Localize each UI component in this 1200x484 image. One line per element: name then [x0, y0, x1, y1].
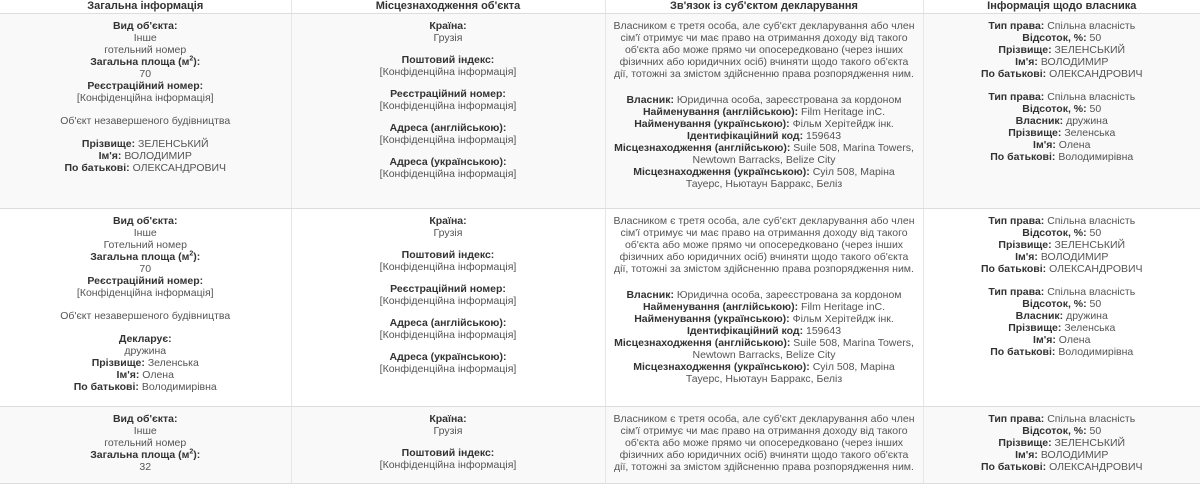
total-area-label: Загальна площа $(м^2)$: — [90, 55, 201, 68]
name-uk-label: Найменування (українською): — [634, 118, 790, 130]
right-type-value: Спільна власність — [1047, 286, 1136, 298]
postal-index-value: [Конфіденційна інформація] — [379, 66, 517, 78]
percent-label: Відсоток, %: — [1022, 298, 1087, 310]
owner-value: дружина — [1066, 310, 1108, 322]
object-desc-value: готельний номер — [104, 44, 187, 56]
postal-index-value: [Конфіденційна інформація] — [379, 261, 517, 273]
surname-value: Зеленська — [1064, 127, 1116, 139]
patronymic-value: ОЛЕКСАНДРОВИЧ — [1049, 461, 1143, 473]
total-area-value: 70 — [139, 263, 152, 275]
first-name-value: ВОЛОДИМИР — [1040, 251, 1109, 263]
patronymic-label: По батькові: — [64, 162, 130, 174]
location-en-value: Suile 508, Marina Towers, Newtown Barracks, Belize City — [692, 142, 914, 166]
patronymic-value: Володимирівна — [1058, 151, 1134, 163]
declares-label: Декларує: — [118, 333, 172, 345]
reg-number-value: [Конфіденційна інформація] — [379, 295, 517, 307]
name-en-value: Film Heritage inC. — [801, 106, 886, 118]
declares-value: дружина — [124, 345, 167, 357]
patronymic-label: По батькові: — [990, 346, 1056, 358]
country-label: Країна: — [429, 413, 467, 425]
address-uk-label: Адреса (українською): — [389, 351, 507, 363]
header-owner-info: Інформація щодо власника — [923, 0, 1200, 14]
total-area-value: 70 — [139, 68, 152, 80]
patronymic-value: ОЛЕКСАНДРОВИЧ — [132, 162, 227, 174]
right-type-value: Спільна власність — [1047, 20, 1136, 32]
owner-info-cell — [923, 14, 1200, 209]
country-value: Грузія — [433, 32, 463, 44]
id-code-value: 159643 — [806, 325, 842, 337]
general-info-cell — [0, 209, 291, 407]
first-name-label: Ім'я: — [1033, 334, 1056, 346]
owner-entry — [932, 20, 1193, 80]
id-code-label: Ідентифікаційний код: — [686, 130, 804, 142]
relation-description: Власником є третя особа, але суб'єкт декларування або член сім'ї отримує чи має право на отримання доходу від такого об'єкта або може прямо чи опосередковано (через інших фізичних або юридичних осіб) вчиняти щодо такого об'єкта дії, тотожні за змістом здійсненню права розпорядження ним. — [613, 215, 915, 275]
address-en-value: [Конфіденційна інформація] — [379, 134, 517, 146]
country-label: Країна: — [429, 215, 467, 227]
surname-label: Прізвище: — [81, 138, 136, 150]
owner-label: Власник: — [626, 289, 674, 301]
object-type-label: Вид об'єкта: — [112, 20, 178, 32]
reg-number-label: Реєстраційний номер: — [390, 88, 506, 100]
owner-label: Власник: — [626, 94, 674, 106]
percent-value: 50 — [1089, 103, 1102, 115]
right-type-value: Спільна власність — [1047, 413, 1136, 425]
postal-index-label: Поштовий індекс: — [401, 447, 495, 459]
postal-index-value: [Конфіденційна інформація] — [379, 459, 517, 471]
table-header-row — [0, 0, 1200, 14]
owner-label: Власник: — [1015, 115, 1064, 127]
owner-value: Юридична особа, зареєстрована за кордоном — [676, 94, 902, 106]
right-type-value: Спільна власність — [1047, 215, 1136, 227]
first-name-value: ВОЛОДИМИР — [124, 150, 192, 162]
percent-value: 50 — [1089, 227, 1102, 239]
surname-value: Зеленська — [1064, 322, 1116, 334]
relation-cell — [605, 407, 923, 484]
first-name-label: Ім'я: — [1015, 56, 1038, 68]
surname-label: Прізвище: — [91, 357, 145, 369]
surname-label: Прізвище: — [998, 437, 1052, 449]
first-name-label: Ім'я: — [1033, 139, 1056, 151]
right-type-label: Тип права: — [988, 20, 1045, 32]
surname-value: ЗЕЛЕНСЬКИЙ — [1054, 44, 1126, 56]
object-type-value: Інше — [133, 227, 157, 239]
reg-number-label: Реєстраційний номер: — [390, 283, 506, 295]
reg-number-value: [Конфіденційна інформація] — [76, 287, 214, 299]
object-type-value: Інше — [133, 32, 157, 44]
first-name-label: Ім'я: — [98, 150, 122, 162]
object-desc-value: Готельний номер — [103, 239, 187, 251]
patronymic-label: По батькові: — [980, 461, 1047, 473]
owner-entry — [932, 215, 1193, 275]
object-desc-value: готельний номер — [104, 437, 187, 449]
right-type-label: Тип права: — [988, 215, 1045, 227]
object-type-label: Вид об'єкта: — [112, 413, 178, 425]
location-uk-value: Суіл 508, Маріна Тауерс, Ньютаун Барракс, Беліз — [685, 361, 895, 385]
first-name-value: Олена — [142, 369, 174, 381]
patronymic-label: По батькові: — [980, 68, 1047, 80]
patronymic-label: По батькові: — [73, 381, 139, 393]
owner-label: Власник: — [1015, 310, 1064, 322]
percent-label: Відсоток, %: — [1022, 103, 1087, 115]
location-cell — [291, 407, 605, 484]
patronymic-value: Володимирівна — [1058, 346, 1134, 358]
surname-value: Зеленська — [147, 357, 199, 369]
object-type-value: Інше — [133, 425, 157, 437]
id-code-label: Ідентифікаційний код: — [686, 325, 804, 337]
owner-info-cell — [923, 209, 1200, 407]
reg-number-value: [Конфіденційна інформація] — [379, 100, 517, 112]
id-code-value: 159643 — [806, 130, 842, 142]
location-uk-label: Місцезнаходження (українською): — [633, 361, 810, 373]
total-area-label: Загальна площа $(м^2)$: — [90, 448, 201, 461]
postal-index-label: Поштовий індекс: — [401, 54, 495, 66]
address-uk-label: Адреса (українською): — [389, 156, 507, 168]
owner-entry — [932, 91, 1193, 163]
object-type-label: Вид об'єкта: — [112, 215, 178, 227]
patronymic-label: По батькові: — [980, 263, 1047, 275]
surname-label: Прізвище: — [1008, 322, 1062, 334]
general-info-cell — [0, 14, 291, 209]
postal-index-label: Поштовий індекс: — [401, 249, 495, 261]
location-uk-value: Суіл 508, Маріна Тауерс, Ньютаун Барракс, Беліз — [685, 166, 895, 190]
construction-note: Об'єкт незавершеного будівництва — [60, 115, 231, 127]
surname-value: ЗЕЛЕНСЬКИЙ — [138, 138, 209, 150]
address-en-value: [Конфіденційна інформація] — [379, 329, 517, 341]
header-relation-to-declarant: Зв'язок із суб'єктом декларування — [605, 0, 923, 14]
relation-cell — [605, 209, 923, 407]
header-general-info: Загальна інформація — [0, 0, 291, 14]
relation-cell — [605, 14, 923, 209]
surname-label: Прізвище: — [998, 239, 1052, 251]
relation-description: Власником є третя особа, але суб'єкт декларування або член сім'ї отримує чи має право на отримання доходу від такого об'єкта або може прямо чи опосередковано (через інших фізичних або юридичних осіб) вчиняти щодо такого об'єкта дії, тотожні за змістом здійсненню права розпорядження ним. — [613, 20, 915, 80]
name-en-label: Найменування (англійською): — [642, 301, 799, 313]
country-value: Грузія — [433, 227, 463, 239]
first-name-value: Олена — [1058, 139, 1091, 151]
first-name-value: Олена — [1058, 334, 1091, 346]
name-en-label: Найменування (англійською): — [642, 106, 799, 118]
address-en-label: Адреса (англійською): — [389, 122, 507, 134]
percent-value: 50 — [1089, 32, 1102, 44]
first-name-value: ВОЛОДИМИР — [1040, 56, 1109, 68]
first-name-value: ВОЛОДИМИР — [1040, 449, 1109, 461]
name-uk-value: Фільм Херітейдж інк. — [792, 313, 894, 325]
surname-value: ЗЕЛЕНСЬКИЙ — [1054, 437, 1126, 449]
percent-value: 50 — [1089, 425, 1102, 437]
address-uk-value: [Конфіденційна інформація] — [379, 168, 517, 180]
reg-number-label: Реєстраційний номер: — [87, 275, 204, 287]
percent-label: Відсоток, %: — [1022, 425, 1087, 437]
reg-number-value: [Конфіденційна інформація] — [76, 92, 214, 104]
surname-value: ЗЕЛЕНСЬКИЙ — [1054, 239, 1126, 251]
first-name-label: Ім'я: — [1015, 251, 1038, 263]
owner-info-cell — [923, 407, 1200, 484]
surname-label: Прізвище: — [998, 44, 1052, 56]
table-row — [0, 14, 1200, 209]
country-label: Країна: — [429, 20, 467, 32]
owner-entry — [932, 286, 1193, 358]
location-uk-label: Місцезнаходження (українською): — [633, 166, 810, 178]
construction-note: Об'єкт незавершеного будівництва — [60, 310, 231, 322]
name-uk-value: Фільм Херітейдж інк. — [792, 118, 894, 130]
patronymic-value: Володимирівна — [141, 381, 217, 393]
general-info-cell — [0, 407, 291, 484]
location-cell — [291, 14, 605, 209]
patronymic-value: ОЛЕКСАНДРОВИЧ — [1049, 263, 1143, 275]
first-name-label: Ім'я: — [1015, 449, 1038, 461]
owner-value: Юридична особа, зареєстрована за кордоном — [676, 289, 902, 301]
address-en-label: Адреса (англійською): — [389, 317, 507, 329]
percent-label: Відсоток, %: — [1022, 32, 1087, 44]
name-en-value: Film Heritage inC. — [801, 301, 886, 313]
reg-number-label: Реєстраційний номер: — [87, 80, 204, 92]
right-type-label: Тип права: — [988, 91, 1045, 103]
percent-value: 50 — [1089, 298, 1102, 310]
header-object-location: Місцезнаходження об'єкта — [291, 0, 605, 14]
total-area-label: Загальна площа $(м^2)$: — [90, 250, 201, 263]
percent-label: Відсоток, %: — [1022, 227, 1087, 239]
right-type-label: Тип права: — [988, 413, 1045, 425]
total-area-value: 32 — [139, 461, 152, 473]
first-name-label: Ім'я: — [116, 369, 140, 381]
location-cell — [291, 209, 605, 407]
name-uk-label: Найменування (українською): — [634, 313, 790, 325]
location-en-label: Місцезнаходження (англійською): — [614, 337, 791, 349]
right-type-value: Спільна власність — [1047, 91, 1136, 103]
patronymic-value: ОЛЕКСАНДРОВИЧ — [1049, 68, 1143, 80]
address-uk-value: [Конфіденційна інформація] — [379, 363, 517, 375]
right-type-label: Тип права: — [988, 286, 1045, 298]
relation-description: Власником є третя особа, але суб'єкт декларування або член сім'ї отримує чи має право на отримання доходу від такого об'єкта або може прямо чи опосередковано (через інших фізичних або юридичних осіб) вчиняти щодо такого об'єкта дії, тотожні за змістом здійсненню права розпорядження ним. — [613, 413, 915, 473]
location-en-label: Місцезнаходження (англійською): — [614, 142, 791, 154]
table-row — [0, 407, 1200, 484]
surname-label: Прізвище: — [1008, 127, 1062, 139]
owner-value: дружина — [1066, 115, 1108, 127]
owner-entry — [932, 413, 1193, 473]
table-row — [0, 209, 1200, 407]
country-value: Грузія — [433, 425, 463, 437]
patronymic-label: По батькові: — [990, 151, 1056, 163]
location-en-value: Suile 508, Marina Towers, Newtown Barracks, Belize City — [692, 337, 914, 361]
